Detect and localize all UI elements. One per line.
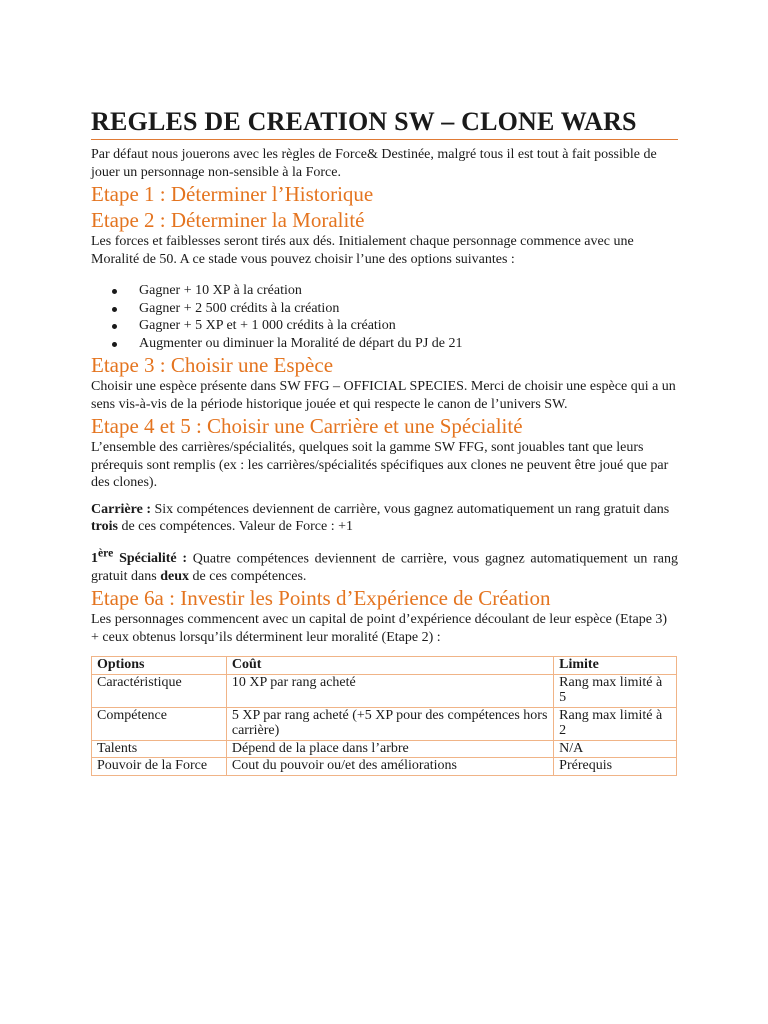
table-header-row <box>92 657 677 675</box>
step6a-heading: Etape 6a : Investir les Points d’Expérience de Création <box>91 586 551 611</box>
xp-options-table <box>91 656 677 776</box>
table-cell: Compétence <box>92 707 227 740</box>
table-cell: Cout du pouvoir ou/et des améliorations <box>226 758 553 776</box>
table-cell: Prérequis <box>554 758 677 776</box>
career-bold: trois <box>91 519 118 534</box>
step2-heading: Etape 2 : Déterminer la Moralité <box>91 208 365 232</box>
specialty-paragraph <box>91 545 678 586</box>
step45-heading: Etape 4 et 5 : Choisir une Carrière et une Spécialité <box>91 414 523 438</box>
step3-heading: Etape 3 : Choisir une Espèce <box>91 353 334 377</box>
table-row <box>92 707 677 740</box>
list-item: Augmenter ou diminuer la Moralité de départ du PJ de 21 <box>112 335 678 353</box>
title-underline <box>91 139 678 140</box>
table-cell: Talents <box>92 740 227 758</box>
document-title: REGLES DE CREATION SW – CLONE WARS <box>91 107 637 136</box>
specialty-bold: deux <box>160 568 190 584</box>
step1-heading: Etape 1 : Déterminer l’Historique <box>91 182 374 206</box>
table-cell: Dépend de la place dans l’arbre <box>226 740 553 758</box>
table-row <box>92 740 677 758</box>
table-cell: 10 XP par rang acheté <box>226 674 553 707</box>
step3-paragraph: Choisir une espèce présente dans SW FFG – OFFICIAL SPECIES. Merci de choisir une espèce qui a un sens vis-à-vis de la période historique jouée et qui respecte le canon de l’univers SW. <box>91 379 676 412</box>
step45-paragraph: L’ensemble des carrières/spécialités, quelques soit la gamme SW FFG, sont jouables tant que leurs prérequis sont remplis (ex : les carrières/spécialités spécifiques aux clones ne peuvent être joué que par des clones). <box>91 440 669 490</box>
career-text-1: Six compétences deviennent de carrière, vous gagnez automatiquement un rang gratuit dans <box>150 501 670 517</box>
header-limit: Limite <box>554 657 677 675</box>
table-cell: Pouvoir de la Force <box>92 758 227 776</box>
list-item: Gagner + 2 500 crédits à la création <box>112 300 678 318</box>
table-cell: Rang max limité à 5 <box>554 674 677 707</box>
table-cell: 5 XP par rang acheté (+5 XP pour des compétences hors carrière) <box>226 707 553 740</box>
table-cell: N/A <box>554 740 677 758</box>
table-cell: Caractéristique <box>92 674 227 707</box>
specialty-label <box>91 546 188 567</box>
header-options: Options <box>92 657 227 675</box>
list-item: Gagner + 10 XP à la création <box>112 282 678 300</box>
list-item: Gagner + 5 XP et + 1 000 crédits à la création <box>112 317 678 335</box>
career-label: Carrière : <box>91 501 151 517</box>
career-paragraph <box>91 501 678 536</box>
specialty-text-2: de ces compétences. <box>189 568 307 584</box>
table-row <box>92 674 677 707</box>
step2-paragraph: Les forces et faiblesses seront tirés aux dés. Initialement chaque personnage commence avec une Moralité de 50. A ce stade vous pouvez choisir l’une des options suivantes : <box>91 234 634 267</box>
career-text-2: de ces compétences. Valeur de Force : +1 <box>117 519 354 534</box>
table-cell: Rang max limité à 2 <box>554 707 677 740</box>
step6a-paragraph: Les personnages commencent avec un capital de point d’expérience découlant de leur espèce (Etape 3) + ceux obtenus lorsqu’ils déterminent leur moralité (Etape 2) : <box>91 612 668 645</box>
header-cost: Coût <box>226 657 553 675</box>
table-row <box>92 758 677 776</box>
specialty-text-1: Quatre compétences deviennent de carrière, vous gagnez automatiquement un rang gratuit dans <box>91 551 678 584</box>
morality-options-list <box>91 282 678 352</box>
specialty-superscript: ère <box>98 546 114 560</box>
specialty-number: 1 <box>91 551 98 567</box>
specialty-label-text: Spécialité : <box>113 551 188 567</box>
intro-paragraph: Par défaut nous jouerons avec les règles de Force& Destinée, malgré tous il est tout à fait possible de jouer un personnage non-sensible à la Force. <box>91 147 657 180</box>
